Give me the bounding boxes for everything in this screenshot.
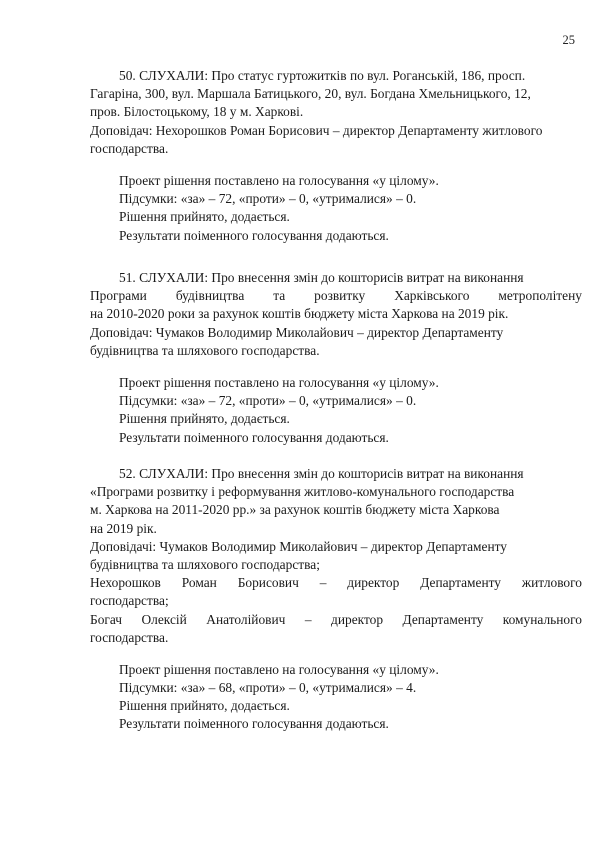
- vote-result-line: Результати поіменного голосування додаються.: [119, 227, 389, 243]
- vote-result-line: Проект рішення поставлено на голосування «у цілому».: [119, 374, 439, 390]
- word: Богач: [90, 611, 123, 627]
- word: будівництва: [175, 288, 245, 304]
- vote-result-line: Підсумки: «за» – 72, «проти» – 0, «утрималися» – 0.: [119, 191, 417, 207]
- word: Програми: [90, 288, 147, 304]
- word: Нехорошков: [90, 575, 161, 591]
- paragraph-line: 50. СЛУХАЛИ: Про статус гуртожитків по вул. Роганській, 186, просп.: [119, 68, 526, 83]
- vote-result-line: Проект рішення поставлено на голосування «у цілому».: [119, 661, 439, 677]
- paragraph-line: [90, 574, 582, 592]
- paragraph-line: на 2010-2020 роки за рахунок коштів бюджету міста Харкова на 2019 рік.: [90, 306, 509, 322]
- paragraph-line: Доповідач: Чумаков Володимир Миколайович – директор Департаменту: [90, 324, 504, 340]
- paragraph-line: господарства.: [90, 140, 169, 156]
- word: розвитку: [314, 288, 366, 304]
- vote-result-line: Результати поіменного голосування додаються.: [119, 429, 389, 445]
- agenda-item-50: [90, 67, 582, 245]
- word: –: [304, 611, 312, 627]
- paragraph-line: 51. СЛУХАЛИ: Про внесення змін до кошторисів витрат на виконання: [119, 270, 524, 285]
- word: Борисович: [237, 575, 299, 591]
- word: –: [319, 575, 327, 591]
- paragraph-line: 52. СЛУХАЛИ: Про внесення змін до кошторисів витрат на виконання: [119, 466, 524, 481]
- paragraph-line: будівництва та шляхового господарства;: [90, 556, 320, 572]
- paragraph-line: господарства.: [90, 629, 169, 645]
- paragraph-line: будівництва та шляхового господарства.: [90, 342, 320, 358]
- agenda-item-52: [90, 465, 582, 734]
- word: метрополітену: [498, 288, 582, 304]
- word: Департаменту: [420, 575, 501, 591]
- word: директор: [347, 575, 400, 591]
- word: Олексій: [141, 611, 187, 627]
- paragraph-line: на 2019 рік.: [90, 520, 157, 536]
- spacer: [90, 647, 582, 661]
- word: Анатолійович: [206, 611, 286, 627]
- vote-result-line: Підсумки: «за» – 72, «проти» – 0, «утрималися» – 0.: [119, 393, 417, 409]
- paragraph-line: Гагаріна, 300, вул. Маршала Батицького, 20, вул. Богдана Хмельницького, 12,: [90, 86, 531, 102]
- page-number: 25: [562, 33, 575, 47]
- vote-result-line: Рішення прийнято, додається.: [119, 698, 290, 714]
- word: Харківського: [394, 288, 470, 304]
- spacer: [90, 360, 582, 374]
- vote-result-line: Результати поіменного голосування додаються.: [119, 716, 389, 732]
- paragraph-line: Доповідач: Нехорошков Роман Борисович – директор Департаменту житлового: [90, 122, 543, 138]
- word: директор: [331, 611, 384, 627]
- vote-result-line: Рішення прийнято, додається.: [119, 411, 290, 427]
- word: комунального: [502, 611, 582, 627]
- paragraph-line: [90, 287, 582, 305]
- vote-result-line: Проект рішення поставлено на голосування «у цілому».: [119, 172, 439, 188]
- agenda-item-51: [90, 269, 582, 447]
- paragraph-line: [90, 611, 582, 629]
- paragraph-line: господарства;: [90, 593, 169, 609]
- spacer: [90, 158, 582, 172]
- word: житлового: [521, 575, 582, 591]
- vote-result-line: Рішення прийнято, додається.: [119, 209, 290, 225]
- paragraph-line: Доповідачі: Чумаков Володимир Миколайович – директор Департаменту: [90, 538, 507, 554]
- paragraph-line: м. Харкова на 2011-2020 рр.» за рахунок коштів бюджету міста Харкова: [90, 502, 500, 518]
- word: Департаменту: [402, 611, 484, 627]
- vote-result-line: Підсумки: «за» – 68, «проти» – 0, «утрималися» – 4.: [119, 680, 417, 696]
- word: та: [273, 288, 286, 304]
- paragraph-line: пров. Білостоцькому, 18 у м. Харкові.: [90, 104, 304, 120]
- paragraph-line: «Програми розвитку і реформування житлово-комунального господарства: [90, 484, 515, 500]
- word: Роман: [181, 575, 217, 591]
